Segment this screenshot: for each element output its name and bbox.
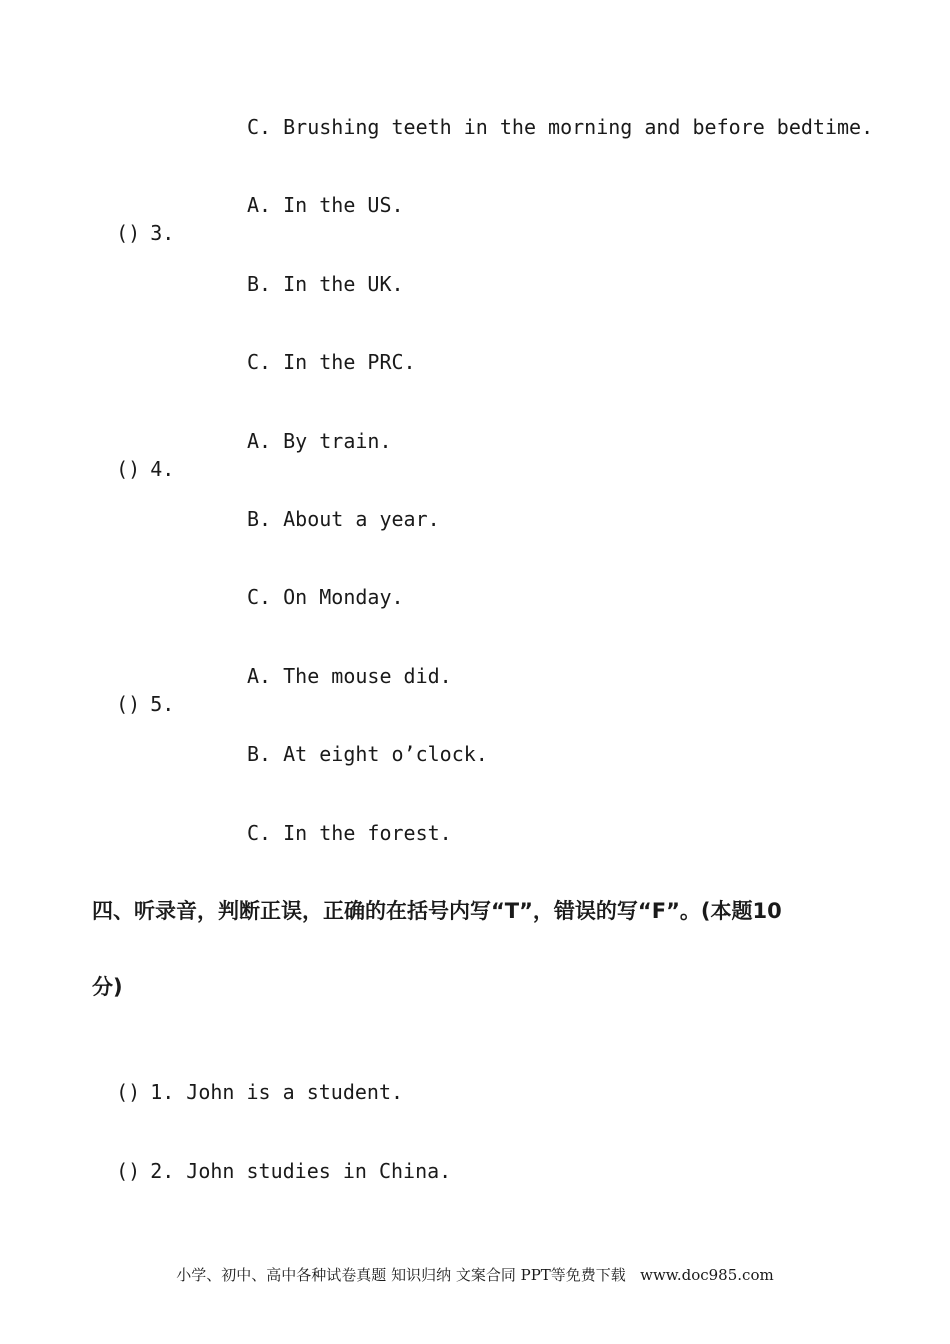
q3-paren-open: ( bbox=[116, 221, 129, 245]
q3-option-b: B. In the UK. bbox=[247, 272, 404, 296]
page-footer: 小学、初中、高中各种试卷真题 知识归纳 文案合同 PPT等免费下载 www.doc985.com bbox=[176, 1266, 774, 1284]
q4-option-c: C. On Monday. bbox=[247, 585, 404, 609]
q4-option-a: A. By train. bbox=[247, 429, 392, 453]
q4-row bbox=[92, 427, 174, 483]
part4-heading-line2: 分) bbox=[92, 975, 123, 999]
item2-paren-open: ( bbox=[116, 1159, 129, 1183]
q5-row bbox=[92, 662, 174, 718]
part4-heading-line1: 四、听录音，判断正误，正确的在括号内写“T”，错误的写“F”。(本题10 bbox=[92, 899, 782, 923]
q4-paren-close: ) bbox=[128, 457, 141, 481]
q4-number: 4. bbox=[150, 457, 175, 481]
q5-number: 5. bbox=[150, 692, 175, 716]
item2-paren-close: ) bbox=[128, 1159, 141, 1183]
q4-option-b: B. About a year. bbox=[247, 507, 440, 531]
q5-paren-open: ( bbox=[116, 692, 129, 716]
q5-option-c: C. In the forest. bbox=[247, 821, 452, 845]
q3-option-c: C. In the PRC. bbox=[247, 350, 416, 374]
q5-option-b: B. At eight o’clock. bbox=[247, 742, 488, 766]
q5-option-a: A. The mouse did. bbox=[247, 664, 452, 688]
q3-number: 3. bbox=[150, 221, 175, 245]
q3-option-a: A. In the US. bbox=[247, 193, 404, 217]
q3-paren-close: ) bbox=[128, 221, 141, 245]
part4-item-2 bbox=[92, 1129, 451, 1185]
item2-text: 2. John studies in China. bbox=[150, 1159, 452, 1183]
q2-option-c: C. Brushing teeth in the morning and before bedtime. bbox=[247, 115, 874, 139]
q5-paren-close: ) bbox=[128, 692, 141, 716]
item1-paren-open: ( bbox=[116, 1080, 129, 1104]
q3-row bbox=[92, 191, 174, 247]
item1-text: 1. John is a student. bbox=[150, 1080, 404, 1104]
item1-paren-close: ) bbox=[128, 1080, 141, 1104]
q4-paren-open: ( bbox=[116, 457, 129, 481]
part4-item-1 bbox=[92, 1050, 403, 1106]
